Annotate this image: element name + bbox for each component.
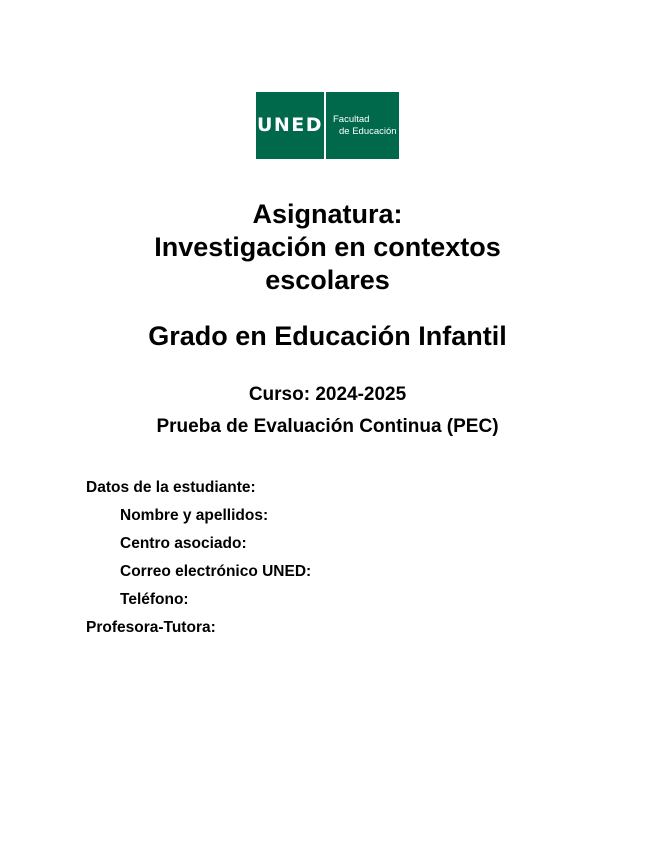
- faculty-logo-box: [326, 92, 399, 159]
- name-label: Nombre y apellidos:: [120, 507, 269, 524]
- faculty-label-line2: de Educación: [339, 126, 397, 137]
- student-data-label: Datos de la estudiante:: [86, 479, 256, 496]
- email-label: Correo electrónico UNED:: [120, 563, 312, 580]
- subject-label: Asignatura:: [252, 199, 403, 229]
- faculty-label-line1: Facultad: [333, 114, 370, 125]
- assessment-title: Prueba de Evaluación Continua (PEC): [156, 416, 499, 437]
- subject-name-line2: escolares: [265, 265, 390, 295]
- uned-logo: [256, 92, 399, 159]
- center-label: Centro asociado:: [120, 535, 247, 552]
- phone-label: Teléfono:: [120, 591, 189, 608]
- subject-title: [0, 198, 655, 297]
- uned-logo-mark: [256, 92, 324, 159]
- subject-name-line1: Investigación en contextos: [154, 232, 501, 262]
- tutor-label: Profesora-Tutora:: [86, 619, 216, 636]
- course-year: Curso: 2024-2025: [248, 384, 407, 405]
- uned-logo-text: UNED: [256, 114, 324, 136]
- degree-title: Grado en Educación Infantil: [148, 321, 507, 351]
